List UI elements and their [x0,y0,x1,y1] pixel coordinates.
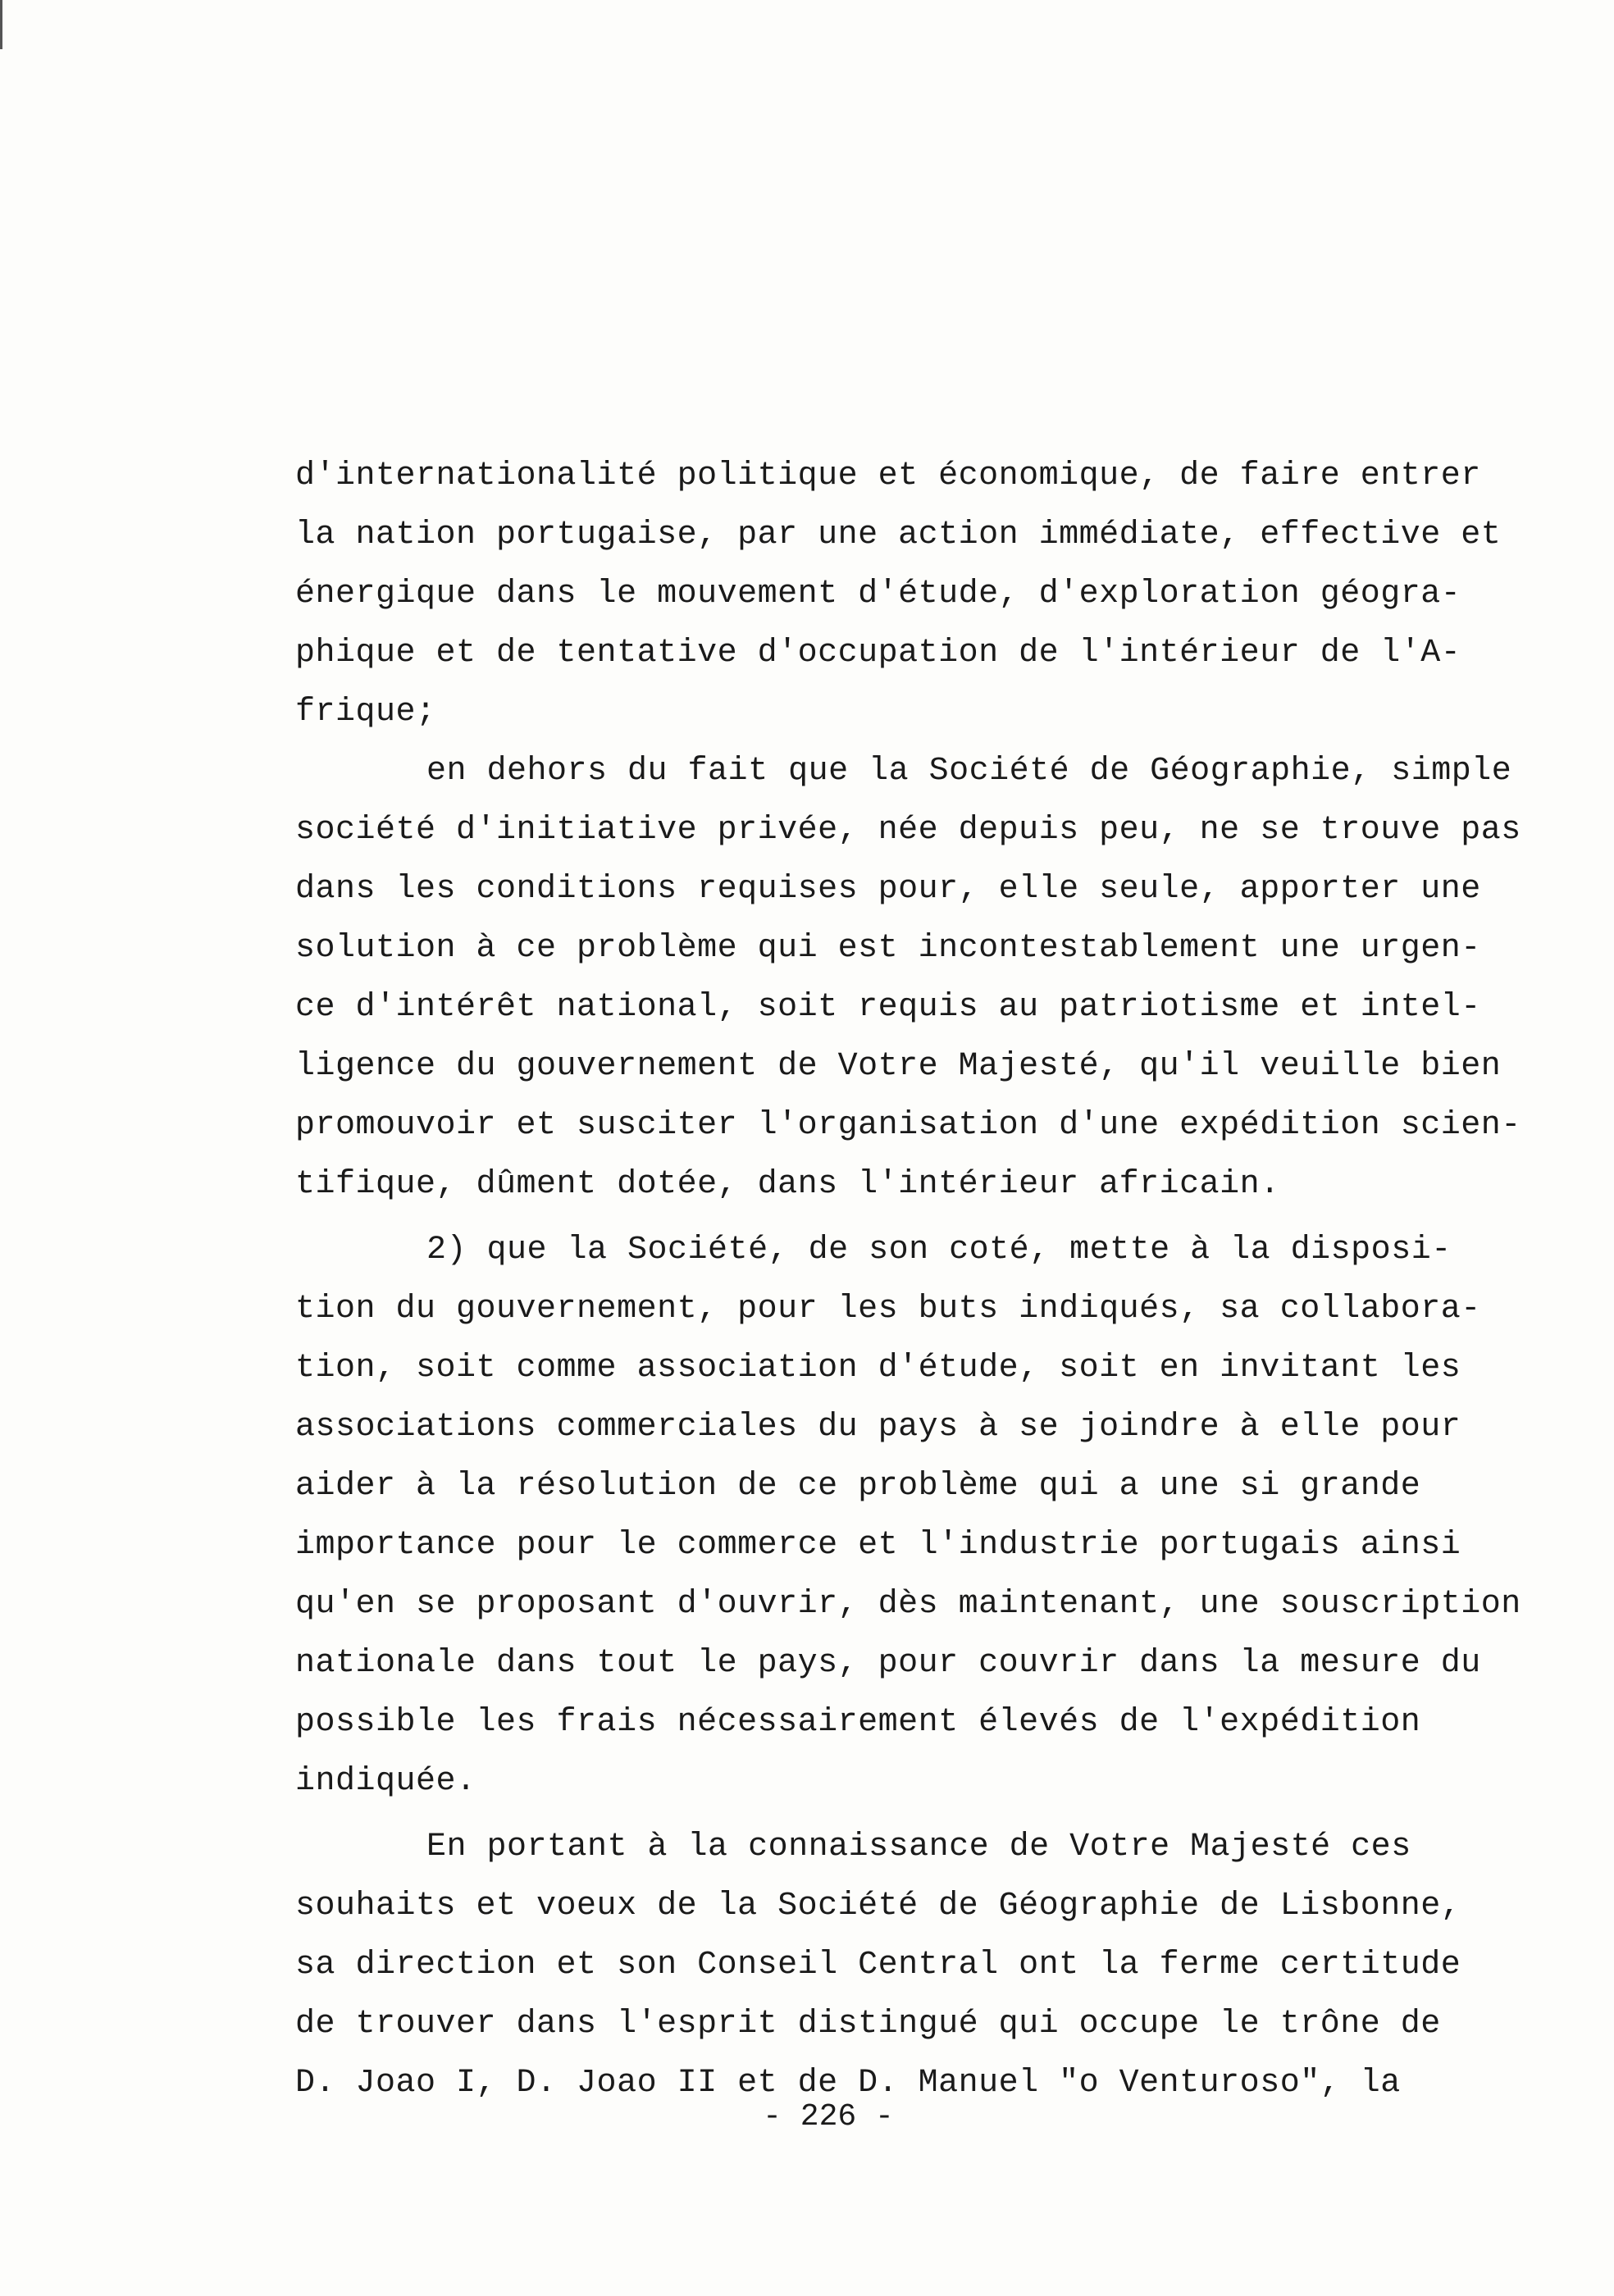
text-line: qu'en se proposant d'ouvrir, dès maintenant, une souscription [295,1586,1521,1623]
text-line: promouvoir et susciter l'organisation d'une expédition scien- [295,1107,1521,1144]
text-line: importance pour le commerce et l'industrie portugais ainsi [295,1527,1461,1564]
paragraph-2 [295,742,1542,1214]
text-line: 2) que la Société, de son coté, mette à la disposi- [426,1232,1452,1269]
text-line: en dehors du fait que la Société de Géographie, simple [426,753,1512,790]
text-line: la nation portugaise, par une action immédiate, effective et [295,517,1502,554]
text-line: d'internationalité politique et économique, de faire entrer [295,458,1481,494]
text-line: tion, soit comme association d'étude, soit en invitant les [295,1350,1461,1387]
text-line: tifique, dûment dotée, dans l'intérieur africain. [295,1166,1280,1203]
text-line: dans les conditions requises pour, elle seule, apporter une [295,871,1481,908]
text-line: possible les frais nécessairement élevés de l'expédition [295,1704,1421,1741]
text-line: En portant à la connaissance de Votre Majesté ces [426,1829,1411,1866]
paragraph-3 [295,1221,1542,1811]
text-line: D. Joao I, D. Joao II et de D. Manuel "o Venturoso", la [295,2065,1401,2102]
text-line: frique; [295,694,436,731]
paragraph-1 [295,447,1542,742]
body-text [295,447,1542,2113]
text-line: associations commerciales du pays à se joindre à elle pour [295,1409,1461,1446]
text-line: ligence du gouvernement de Votre Majesté, qu'il veuille bien [295,1048,1502,1085]
text-line: société d'initiative privée, née depuis peu, ne se trouve pas [295,812,1521,849]
text-line: nationale dans tout le pays, pour couvrir dans la mesure du [295,1645,1481,1682]
paragraph-4 [295,1818,1542,2113]
paragraph-spacer [295,1214,1542,1221]
text-line: phique et de tentative d'occupation de l'intérieur de l'A- [295,635,1461,672]
text-line: de trouver dans l'esprit distingué qui occupe le trône de [295,2006,1441,2043]
text-line: énergique dans le mouvement d'étude, d'exploration géogra- [295,576,1461,613]
scan-edge-mark [0,0,2,49]
text-line: aider à la résolution de ce problème qui a une si grande [295,1468,1421,1505]
page-number: - 226 - [763,2099,894,2134]
text-line: ce d'intérêt national, soit requis au patriotisme et intel- [295,989,1481,1026]
text-line: souhaits et voeux de la Société de Géographie de Lisbonne, [295,1888,1461,1925]
text-line: indiquée. [295,1763,476,1800]
text-line: tion du gouvernement, pour les buts indiqués, sa collabora- [295,1291,1481,1328]
text-line: sa direction et son Conseil Central ont la ferme certitude [295,1947,1461,1984]
paragraph-spacer [295,1811,1542,1818]
text-line: solution à ce problème qui est incontestablement une urgen- [295,930,1481,967]
